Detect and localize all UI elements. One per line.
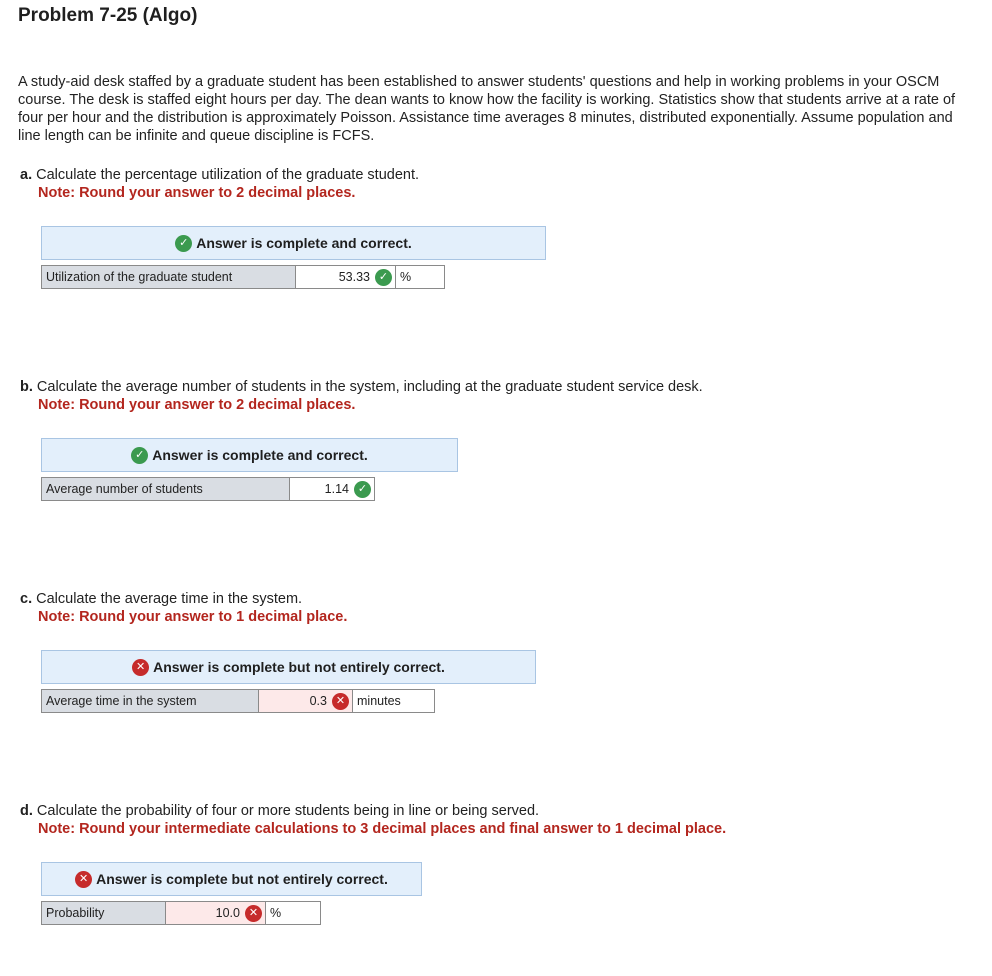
question-a-note: Note: Round your answer to 2 decimal places. <box>38 185 356 201</box>
question-d-label: d. <box>20 803 33 819</box>
answer-status-text-c: Answer is complete but not entirely correct. <box>153 659 445 675</box>
question-b-text: Calculate the average number of students in the system, including at the graduate student service desk. <box>36 379 703 395</box>
question-b-label: b. <box>20 379 33 395</box>
answer-status-banner-d <box>41 862 422 896</box>
answer-value-c: 0.3 <box>309 694 327 708</box>
x-circle-icon: ✕ <box>132 659 149 676</box>
answer-row-b <box>41 477 375 501</box>
answer-input-c[interactable] <box>259 689 353 713</box>
answer-label-c: Average time in the system <box>41 689 259 713</box>
question-d <box>20 802 726 838</box>
question-d-text: Calculate the probability of four or more students being in line or being served. <box>36 803 540 819</box>
problem-title: Problem 7-25 (Algo) <box>18 5 198 26</box>
answer-unit-d: % <box>266 901 321 925</box>
answer-label-b: Average number of students <box>41 477 290 501</box>
check-circle-icon: ✓ <box>175 235 192 252</box>
question-c-text: Calculate the average time in the system. <box>36 591 303 607</box>
question-a-text: Calculate the percentage utilization of the graduate student. <box>36 167 420 183</box>
check-circle-icon: ✓ <box>375 269 392 286</box>
question-b-note: Note: Round your answer to 2 decimal places. <box>38 397 356 413</box>
check-circle-icon: ✓ <box>131 447 148 464</box>
answer-input-a[interactable] <box>296 265 396 289</box>
answer-input-b[interactable] <box>290 477 375 501</box>
question-c <box>20 590 347 626</box>
answer-status-banner-b <box>41 438 458 472</box>
answer-value-a: 53.33 <box>338 270 370 284</box>
answer-value-d: 10.0 <box>215 906 240 920</box>
answer-row-a <box>41 265 445 289</box>
x-circle-icon: ✕ <box>332 693 349 710</box>
answer-status-banner-a <box>41 226 546 260</box>
problem-statement: A study-aid desk staffed by a graduate student has been established to answer students' questions and help in working problems in your OSCM course. The desk is staffed eight hours per day. The dean wants to know how the facility is working. Statistics show that students arrive at a rate of four per hour and the distribution is approximately Poisson. Assistance time averages 8 minutes, distributed exponentially. Assume population and line length can be infinite and queue discipline is FCFS. <box>18 74 956 144</box>
question-d-note: Note: Round your intermediate calculations to 3 decimal places and final answer to 1 decimal place. <box>38 821 727 837</box>
answer-row-d <box>41 901 321 925</box>
answer-row-c <box>41 689 435 713</box>
answer-status-banner-c <box>41 650 536 684</box>
x-circle-icon: ✕ <box>245 905 262 922</box>
answer-value-b: 1.14 <box>324 482 349 496</box>
answer-label-d: Probability <box>41 901 166 925</box>
answer-status-text-b: Answer is complete and correct. <box>152 447 368 463</box>
question-a <box>20 166 419 202</box>
answer-status-text-a: Answer is complete and correct. <box>196 235 412 251</box>
question-c-note: Note: Round your answer to 1 decimal place. <box>38 609 348 625</box>
answer-unit-a: % <box>396 265 445 289</box>
question-b <box>20 378 703 414</box>
answer-status-text-d: Answer is complete but not entirely correct. <box>96 871 388 887</box>
check-circle-icon: ✓ <box>354 481 371 498</box>
answer-unit-c: minutes <box>353 689 435 713</box>
x-circle-icon: ✕ <box>75 871 92 888</box>
answer-label-a: Utilization of the graduate student <box>41 265 296 289</box>
answer-input-d[interactable] <box>166 901 266 925</box>
question-a-label: a. <box>20 167 33 183</box>
question-c-label: c. <box>20 591 33 607</box>
